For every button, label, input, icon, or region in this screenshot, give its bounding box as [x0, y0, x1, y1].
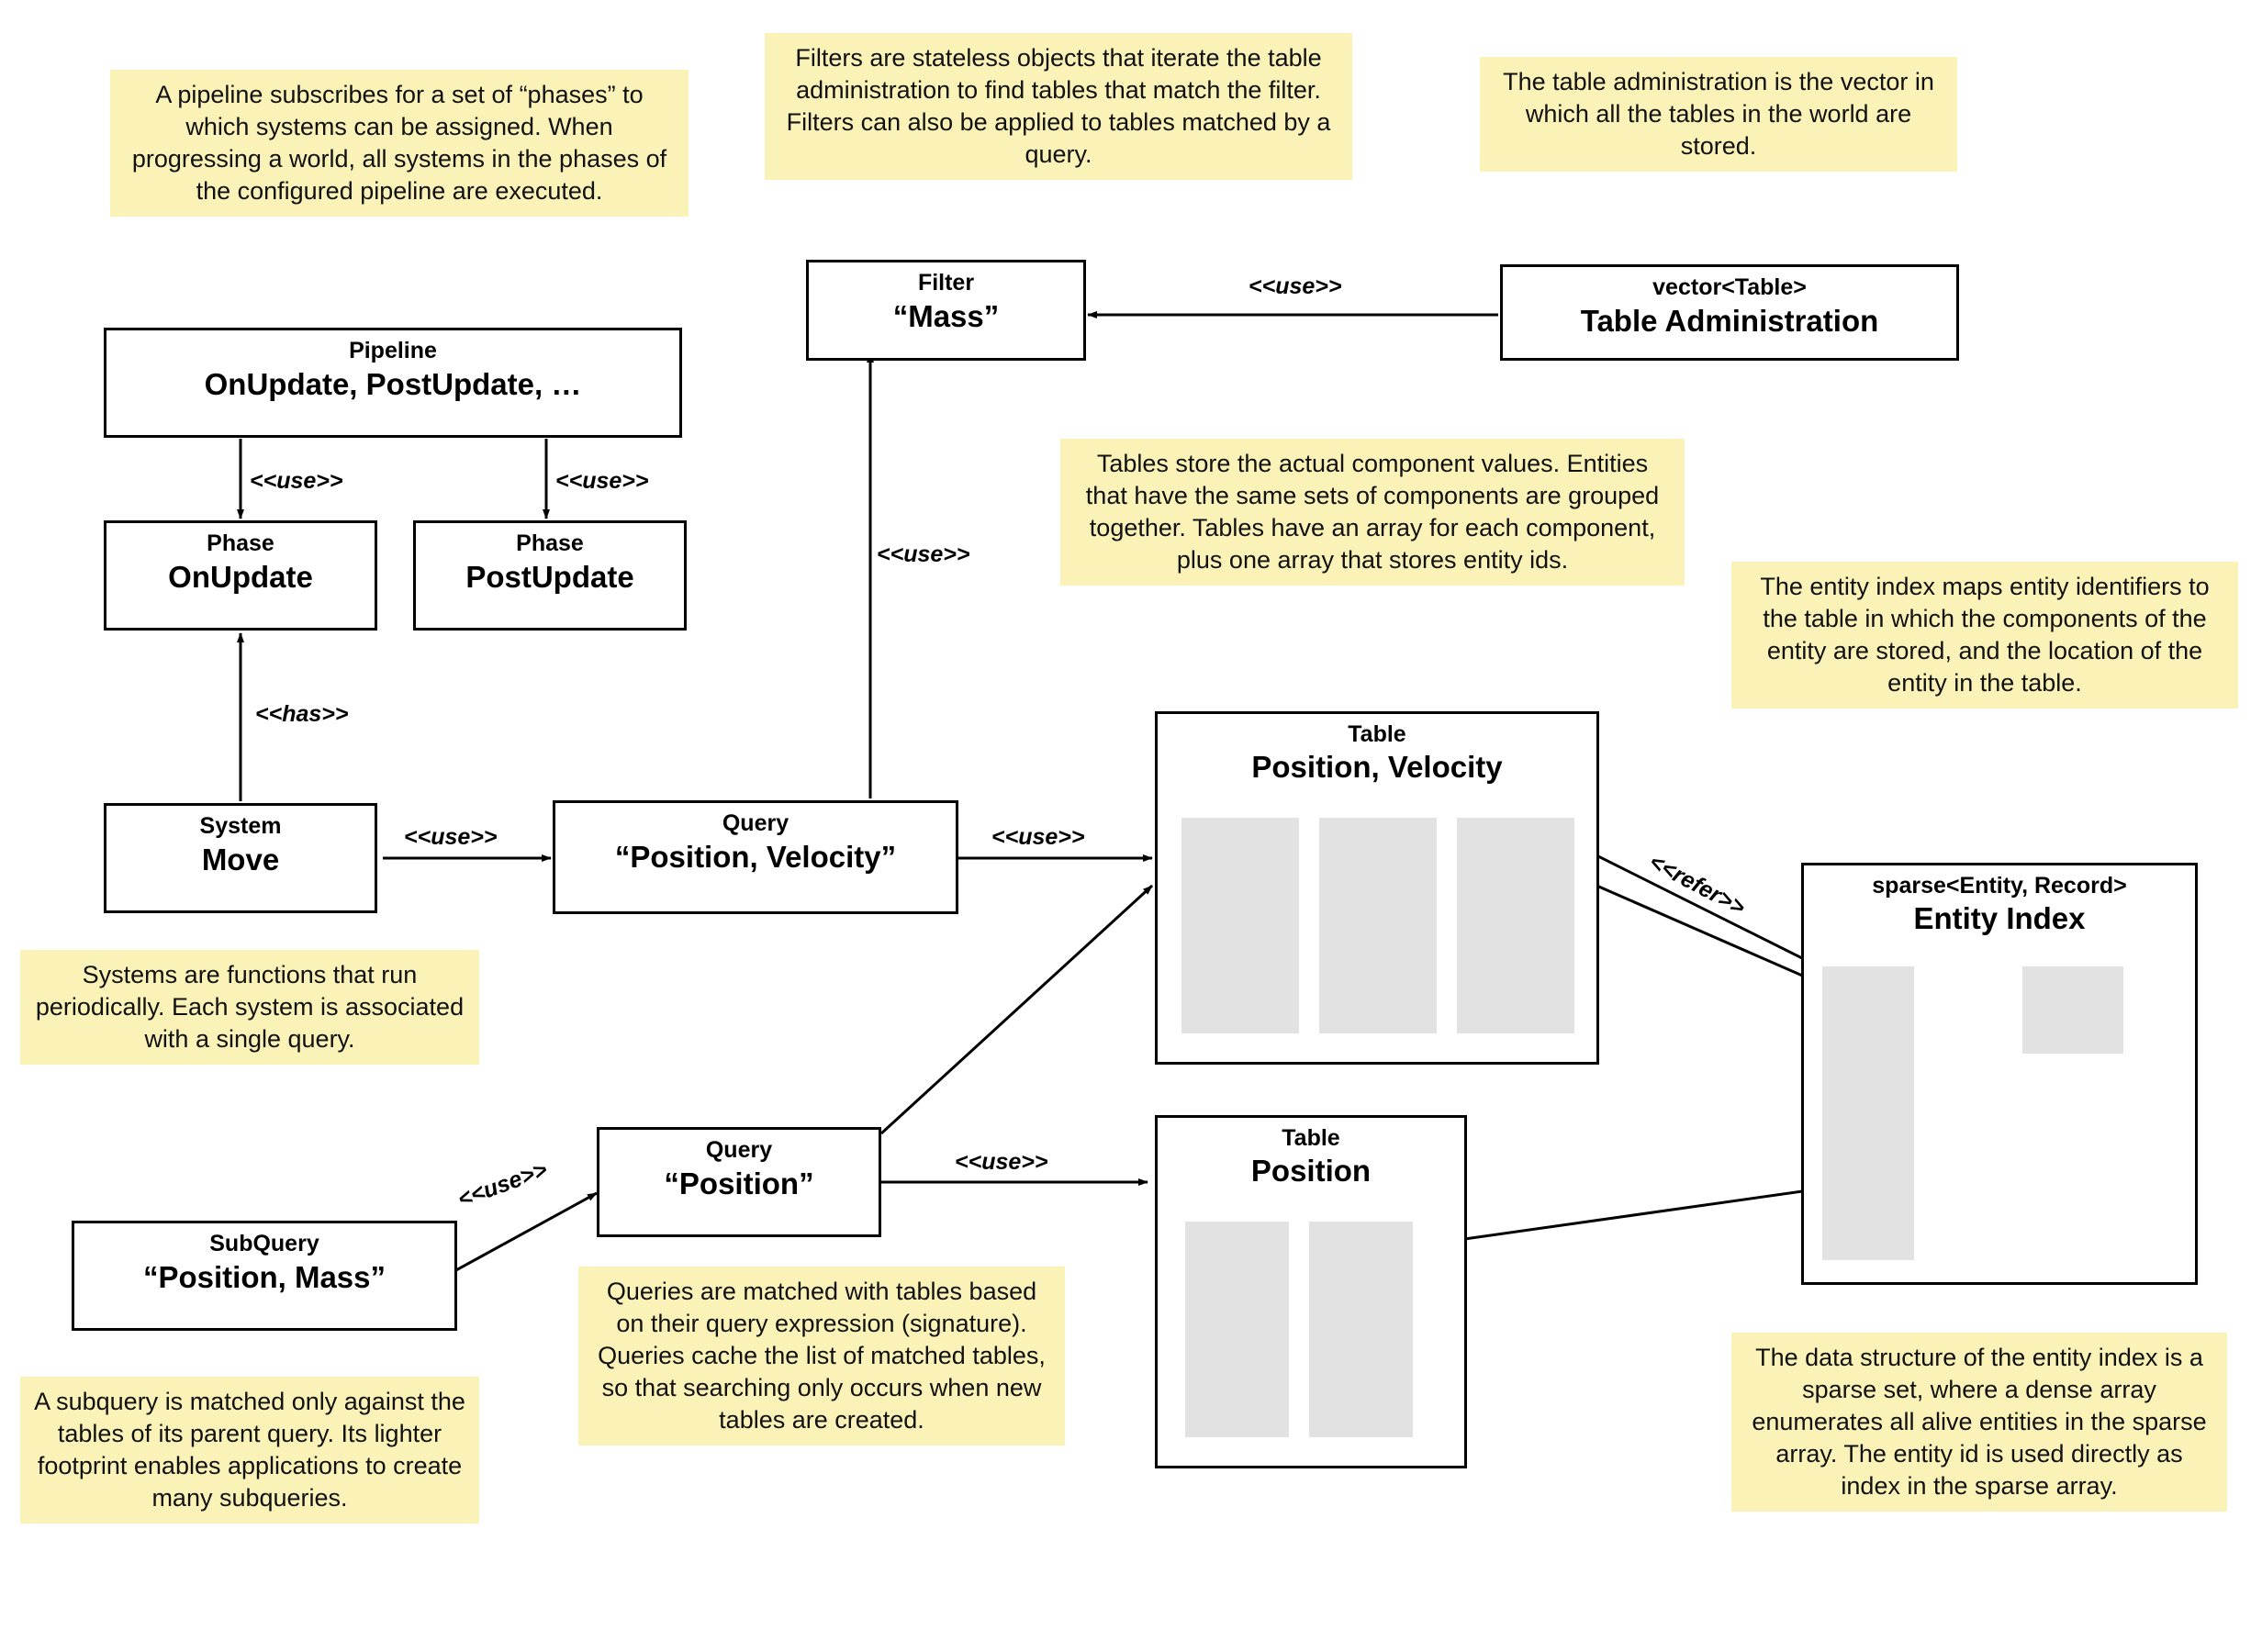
- box-pipeline-name: OnUpdate, PostUpdate, …: [204, 366, 582, 401]
- table-column: [1309, 1222, 1413, 1437]
- edge-label-admin-filter: <<use>>: [1249, 273, 1342, 299]
- note-subquery: A subquery is matched only against the tables of its parent query. Its lighter footprint enables applications to create many subqueries.: [20, 1377, 479, 1524]
- box-query-position-velocity[interactable]: [553, 800, 958, 914]
- note-queries: Queries are matched with tables based on their query expression (signature). Queries cache the list of matched tables, so that searching only occurs when new tables are created.: [578, 1267, 1065, 1446]
- note-sparse-set: The data structure of the entity index is a sparse set, where a dense array enumerates all alive entities in the sparse array. The entity id is used directly as index in the sparse array.: [1731, 1333, 2227, 1512]
- box-table-position[interactable]: [1155, 1115, 1467, 1468]
- table-position-velocity-columns: [1181, 818, 1578, 1033]
- box-phase-onupdate-stereotype: Phase: [207, 530, 274, 556]
- box-query-position-velocity-stereotype: Query: [722, 810, 789, 836]
- entity-index-stereotype: sparse<Entity, Record>: [1872, 873, 2127, 899]
- edge-label-index-refer: <<refer>>: [1644, 849, 1750, 921]
- box-phase-postupdate-name: PostUpdate: [465, 559, 634, 594]
- table-position-stereotype: Table: [1282, 1125, 1340, 1151]
- sparse-array: [1822, 966, 1914, 1260]
- box-pipeline[interactable]: [104, 328, 682, 438]
- box-subquery-stereotype: SubQuery: [209, 1231, 319, 1256]
- table-column: [1319, 818, 1437, 1033]
- box-table-administration-stereotype: vector<Table>: [1652, 274, 1807, 300]
- table-position-velocity-header: [1158, 714, 1596, 785]
- table-column: [1181, 818, 1299, 1033]
- box-system-move-name: Move: [201, 842, 280, 876]
- edge-label-system-query: <<use>>: [404, 824, 498, 850]
- edge-label-pipeline-postupdate: <<use>>: [555, 468, 649, 494]
- table-position-velocity-name: Position, Velocity: [1251, 750, 1503, 784]
- box-phase-postupdate-stereotype: Phase: [516, 530, 584, 556]
- box-subquery[interactable]: [72, 1221, 457, 1331]
- dense-array: [2022, 966, 2123, 1054]
- entity-index-header: [1804, 865, 2195, 936]
- box-subquery-name: “Position, Mass”: [142, 1259, 386, 1294]
- box-phase-onupdate-name: OnUpdate: [168, 559, 313, 594]
- note-filter: Filters are stateless objects that iterate the table administration to find tables that match the filter. Filters can also be applied to tables matched by a query.: [765, 33, 1352, 180]
- box-query-position-name: “Position”: [664, 1166, 814, 1200]
- table-position-header: [1158, 1118, 1464, 1189]
- note-systems: Systems are functions that run periodically. Each system is associated with a single query.: [20, 950, 479, 1065]
- note-pipeline: A pipeline subscribes for a set of “phases” to which systems can be assigned. When progressing a world, all systems in the phases of the configured pipeline are executed.: [110, 70, 689, 217]
- entity-index-arrays: [1822, 966, 2189, 1260]
- box-system-move-stereotype: System: [199, 813, 282, 839]
- box-filter-mass-stereotype: Filter: [917, 270, 975, 296]
- edge-label-querypos-table: <<use>>: [955, 1149, 1048, 1175]
- box-table-administration-name: Table Administration: [1580, 303, 1879, 338]
- edge-label-system-phase: <<has>>: [255, 701, 349, 727]
- table-column: [1185, 1222, 1289, 1437]
- note-tables: Tables store the actual component values. Entities that have the same sets of components are grouped together. Tables have an array for each component, plus one array that stores entity ids.: [1060, 439, 1685, 586]
- box-phase-onupdate[interactable]: [104, 520, 377, 631]
- table-column: [1457, 818, 1574, 1033]
- box-table-administration[interactable]: [1500, 264, 1959, 361]
- edge-label-query-filter: <<use>>: [877, 541, 970, 567]
- note-entity-index: The entity index maps entity identifiers to the table in which the components of the entity are stored, and the location of the entity in the table.: [1731, 562, 2238, 709]
- box-phase-postupdate[interactable]: [413, 520, 687, 631]
- edge-label-pipeline-onupdate: <<use>>: [250, 468, 343, 494]
- box-pipeline-stereotype: Pipeline: [349, 338, 437, 363]
- edge-label-query-table: <<use>>: [991, 824, 1085, 850]
- box-query-position-stereotype: Query: [705, 1137, 773, 1163]
- entity-index-name: Entity Index: [1913, 901, 2086, 935]
- box-filter-mass-name: “Mass”: [892, 298, 1000, 333]
- box-filter-mass[interactable]: [806, 260, 1086, 361]
- box-system-move[interactable]: [104, 803, 377, 913]
- table-position-columns: [1185, 1222, 1442, 1437]
- note-table-admin: The table administration is the vector in which all the tables in the world are stored.: [1480, 57, 1957, 172]
- box-entity-index[interactable]: [1801, 863, 2198, 1285]
- table-position-name: Position: [1250, 1154, 1372, 1188]
- box-query-position[interactable]: [597, 1127, 881, 1237]
- box-table-position-velocity[interactable]: [1155, 711, 1599, 1065]
- table-position-velocity-stereotype: Table: [1348, 721, 1406, 747]
- box-query-position-velocity-name: “Position, Velocity”: [614, 839, 897, 874]
- edge-label-subquery-query: <<use>>: [454, 1156, 551, 1213]
